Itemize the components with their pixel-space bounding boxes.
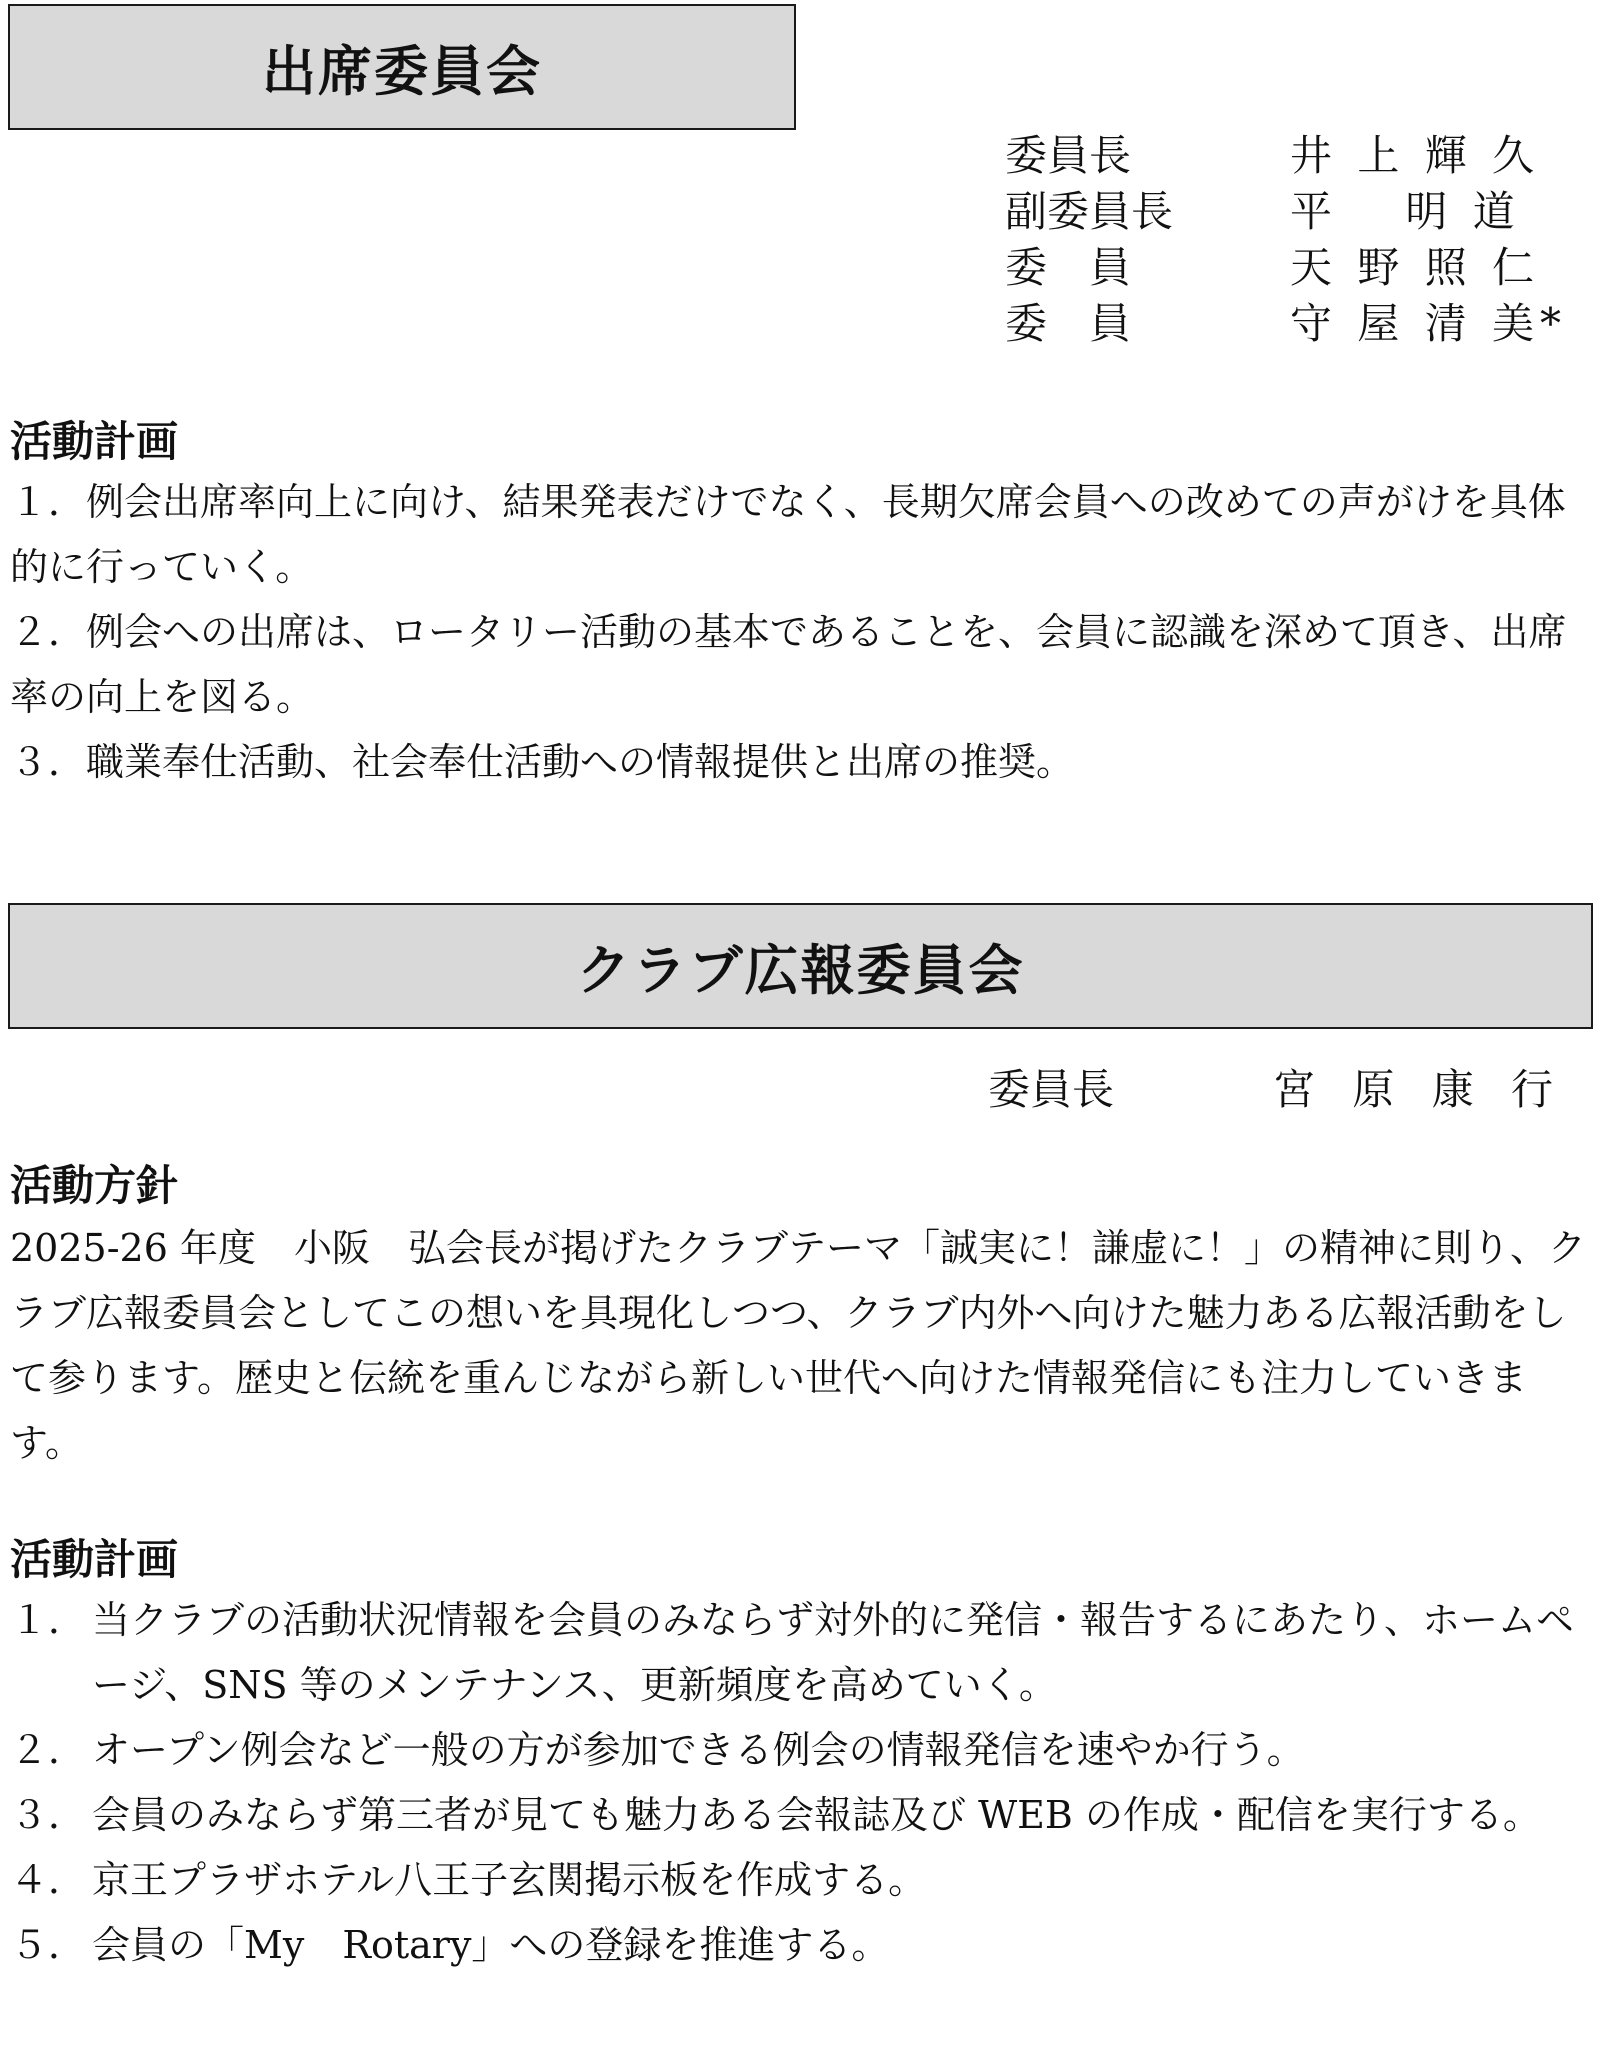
roster-row [1005, 296, 1595, 352]
plan-item-number: ３． [10, 1793, 87, 1837]
plan-item-text: 当クラブの活動状況情報を会員のみならず対外的に発信・報告するにあたり、ホームページ、SNS 等のメンテナンス、更新頻度を高めていく。 [92, 1598, 1575, 1707]
plan-item-number: ２． [10, 1728, 87, 1772]
plan-item-text: 例会出席率向上に向け、結果発表だけでなく、長期欠席会員への改めての声がけを具体的に行っていく。 [10, 480, 1566, 589]
roster-name: 天 野 照 仁 [1290, 243, 1541, 292]
plan-item-text: 会員の「My Rotary」への登録を推進する。 [92, 1923, 890, 1967]
plan-item-number: ４． [10, 1858, 87, 1902]
roster-role: 委 員 [1005, 299, 1132, 348]
roster-name: 平 明 道 [1290, 187, 1521, 236]
pr-committee-title: クラブ広報委員会 [8, 903, 1593, 1029]
plan-item-number: １． [10, 480, 87, 524]
attendance-roster [1005, 128, 1595, 352]
pr-roster [988, 1062, 1588, 1118]
roster-role: 委員長 [988, 1065, 1115, 1114]
roster-name: 宮 原 康 行 [1273, 1065, 1566, 1114]
plan-item [10, 730, 1592, 795]
plan-item [10, 470, 1592, 600]
pr-plan-list [10, 1588, 1592, 1978]
plan-item [10, 600, 1592, 730]
policy-paragraph: 2025-26 年度 小阪 弘会長が掲げたクラブテーマ「誠実に！謙虚に！」の精神に則り、クラブ広報委員会としてこの想いを具現化しつつ、クラブ内外へ向けた魅力ある広報活動をして参ります。歴史と伝統を重んじながら新しい世代へ向けた情報発信にも注力していきます。 [10, 1226, 1586, 1465]
roster-row [1005, 240, 1595, 296]
roster-row [988, 1062, 1588, 1118]
pr-policy-heading: 活動方針 [10, 1161, 179, 1210]
pr-policy-text [10, 1216, 1592, 1476]
attendance-plan-heading: 活動計画 [10, 417, 179, 466]
plan-item [10, 1783, 1592, 1848]
roster-row [1005, 128, 1595, 184]
plan-item-text: オープン例会など一般の方が参加できる例会の情報発信を速やか行う。 [92, 1728, 1305, 1772]
plan-item-text: 会員のみならず第三者が見ても魅力ある会報誌及び WEB の作成・配信を実行する。 [92, 1793, 1541, 1837]
roster-role: 委 員 [1005, 243, 1132, 292]
attendance-committee-title: 出席委員会 [8, 4, 796, 130]
roster-name: 守 屋 清 美* [1290, 299, 1568, 348]
plan-item-number: ２． [10, 610, 87, 654]
plan-item [10, 1718, 1592, 1783]
plan-item-number: ３． [10, 740, 87, 784]
pr-plan-heading: 活動計画 [10, 1535, 179, 1584]
roster-role: 委員長 [1005, 131, 1132, 180]
plan-item [10, 1848, 1592, 1913]
plan-item-text: 京王プラザホテル八王子玄関掲示板を作成する。 [92, 1858, 927, 1902]
plan-item-number: １． [10, 1598, 87, 1642]
roster-role: 副委員長 [1005, 187, 1174, 236]
plan-item-text: 例会への出席は、ロータリー活動の基本であることを、会員に認識を深めて頂き、出席率の向上を図る。 [10, 610, 1567, 719]
plan-item [10, 1588, 1592, 1718]
roster-name: 井 上 輝 久 [1290, 131, 1541, 180]
plan-item-number: ５． [10, 1923, 87, 1967]
plan-item-text: 職業奉仕活動、社会奉仕活動への情報提供と出席の推奨。 [86, 740, 1075, 784]
plan-item [10, 1913, 1592, 1978]
roster-row [1005, 184, 1595, 240]
attendance-plan-list [10, 470, 1592, 795]
